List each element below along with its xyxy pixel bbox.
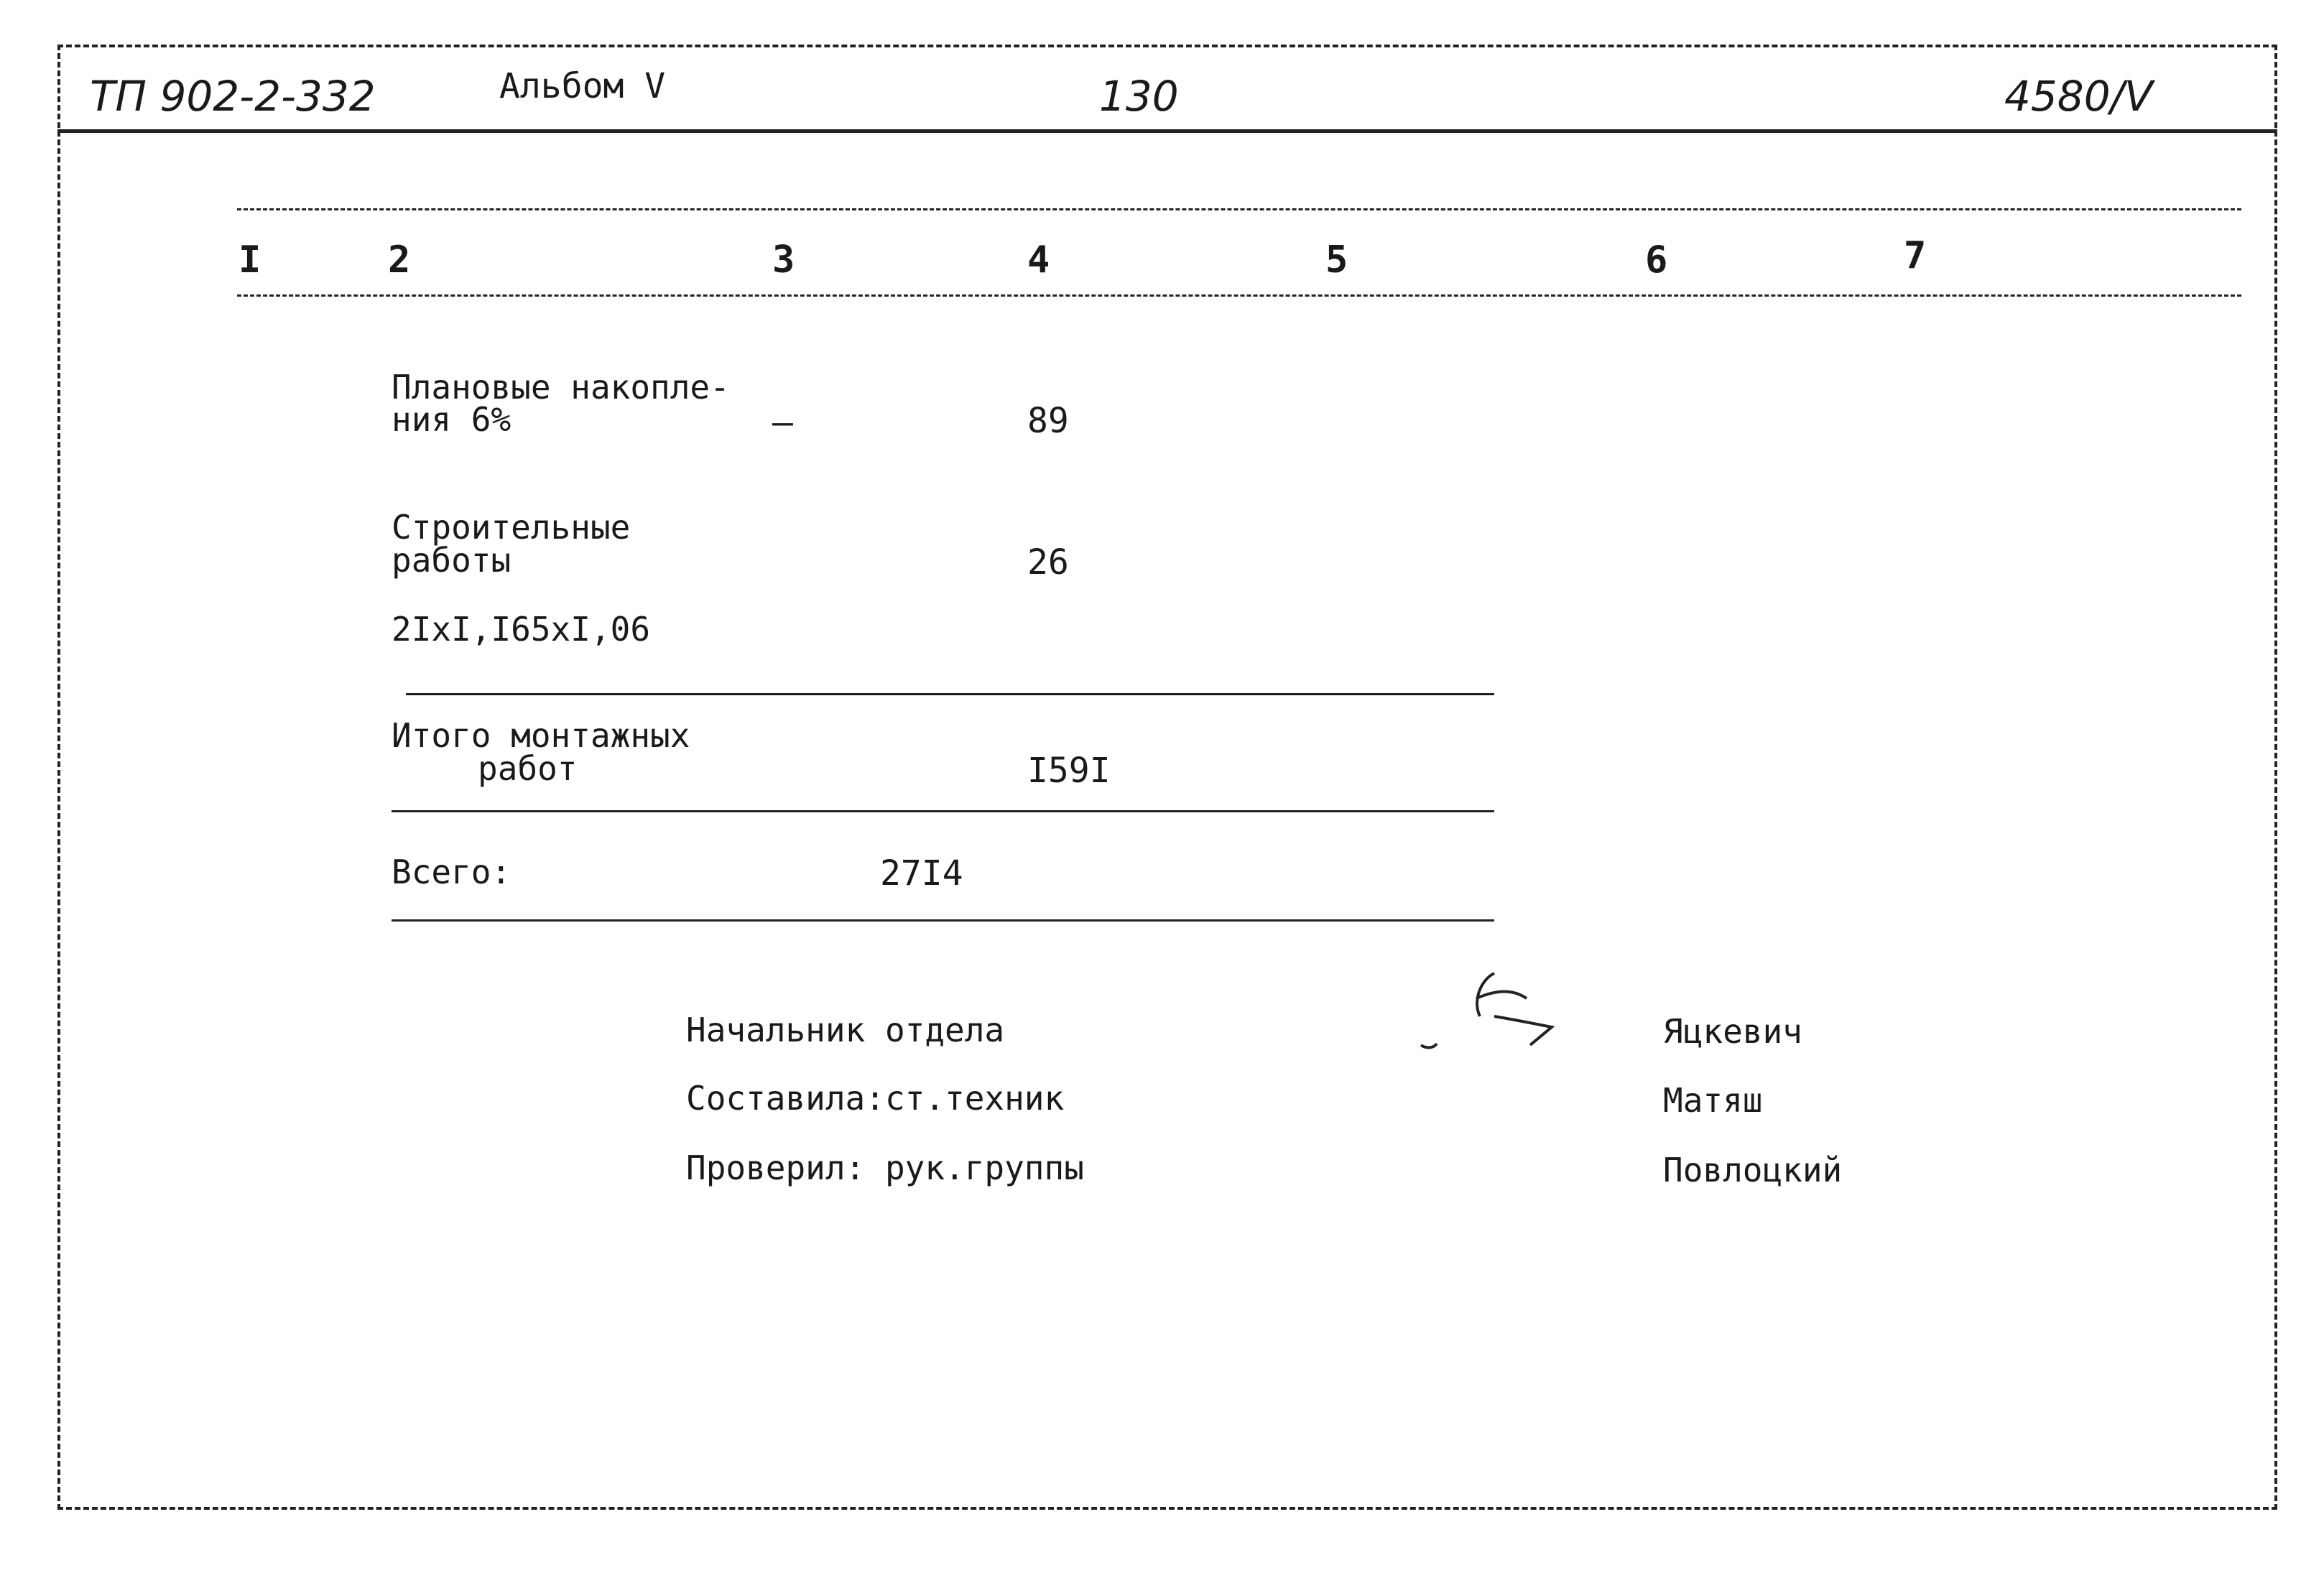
column-header-4: 4 bbox=[1027, 238, 1050, 282]
row-construction-label-1: Строительные bbox=[392, 508, 631, 547]
grand-total-label: Всего: bbox=[392, 853, 511, 891]
signature-name-compiler: Матяш bbox=[1663, 1081, 1763, 1120]
signature-name-head: Яцкевич bbox=[1663, 1012, 1802, 1051]
table-top-rule bbox=[237, 208, 2241, 210]
project-code: ТП 902-2-332 bbox=[90, 72, 376, 121]
column-header-6: 6 bbox=[1645, 238, 1668, 282]
column-header-2: 2 bbox=[388, 238, 411, 282]
row-planned-savings-label-2: ния 6% bbox=[392, 400, 511, 439]
row-installation-total-label-1: Итого монтажных bbox=[392, 716, 690, 755]
table-bottom-rule bbox=[392, 919, 1494, 922]
row-construction-value: 26 bbox=[1027, 542, 1069, 583]
table-header-rule bbox=[237, 294, 2241, 297]
column-header-1: I bbox=[239, 238, 261, 282]
handwritten-signature-mark bbox=[1408, 959, 1595, 1067]
column-header-3: 3 bbox=[772, 238, 795, 282]
grand-total-value: 27I4 bbox=[880, 853, 963, 894]
signature-role-checker: Проверил: рук.группы bbox=[686, 1148, 1084, 1187]
column-header-7: 7 bbox=[1904, 234, 1927, 277]
sheet-reference: 4580/V bbox=[2004, 72, 2153, 121]
header-divider bbox=[57, 129, 2277, 133]
row-planned-savings-col3: – bbox=[772, 402, 793, 442]
total-rule bbox=[392, 810, 1494, 812]
row-construction-label-2: работы bbox=[392, 541, 511, 580]
signature-role-head: Начальник отдела bbox=[686, 1011, 1005, 1049]
album-label: Альбом V bbox=[499, 66, 666, 106]
signature-name-checker: Повлоцкий bbox=[1663, 1151, 1843, 1189]
row-planned-savings-value: 89 bbox=[1027, 401, 1069, 441]
row-formula: 2IxI,I65xI,06 bbox=[392, 610, 651, 649]
row-installation-total-label-2: работ bbox=[478, 749, 578, 788]
row-installation-total-value: I59I bbox=[1027, 751, 1111, 791]
signature-role-compiler: Составила:ст.техник bbox=[686, 1079, 1065, 1118]
column-header-5: 5 bbox=[1325, 238, 1348, 282]
row-planned-savings-label-1: Плановые накопле- bbox=[392, 368, 730, 407]
page-number: 130 bbox=[1099, 72, 1179, 121]
subtotal-rule bbox=[406, 693, 1494, 695]
